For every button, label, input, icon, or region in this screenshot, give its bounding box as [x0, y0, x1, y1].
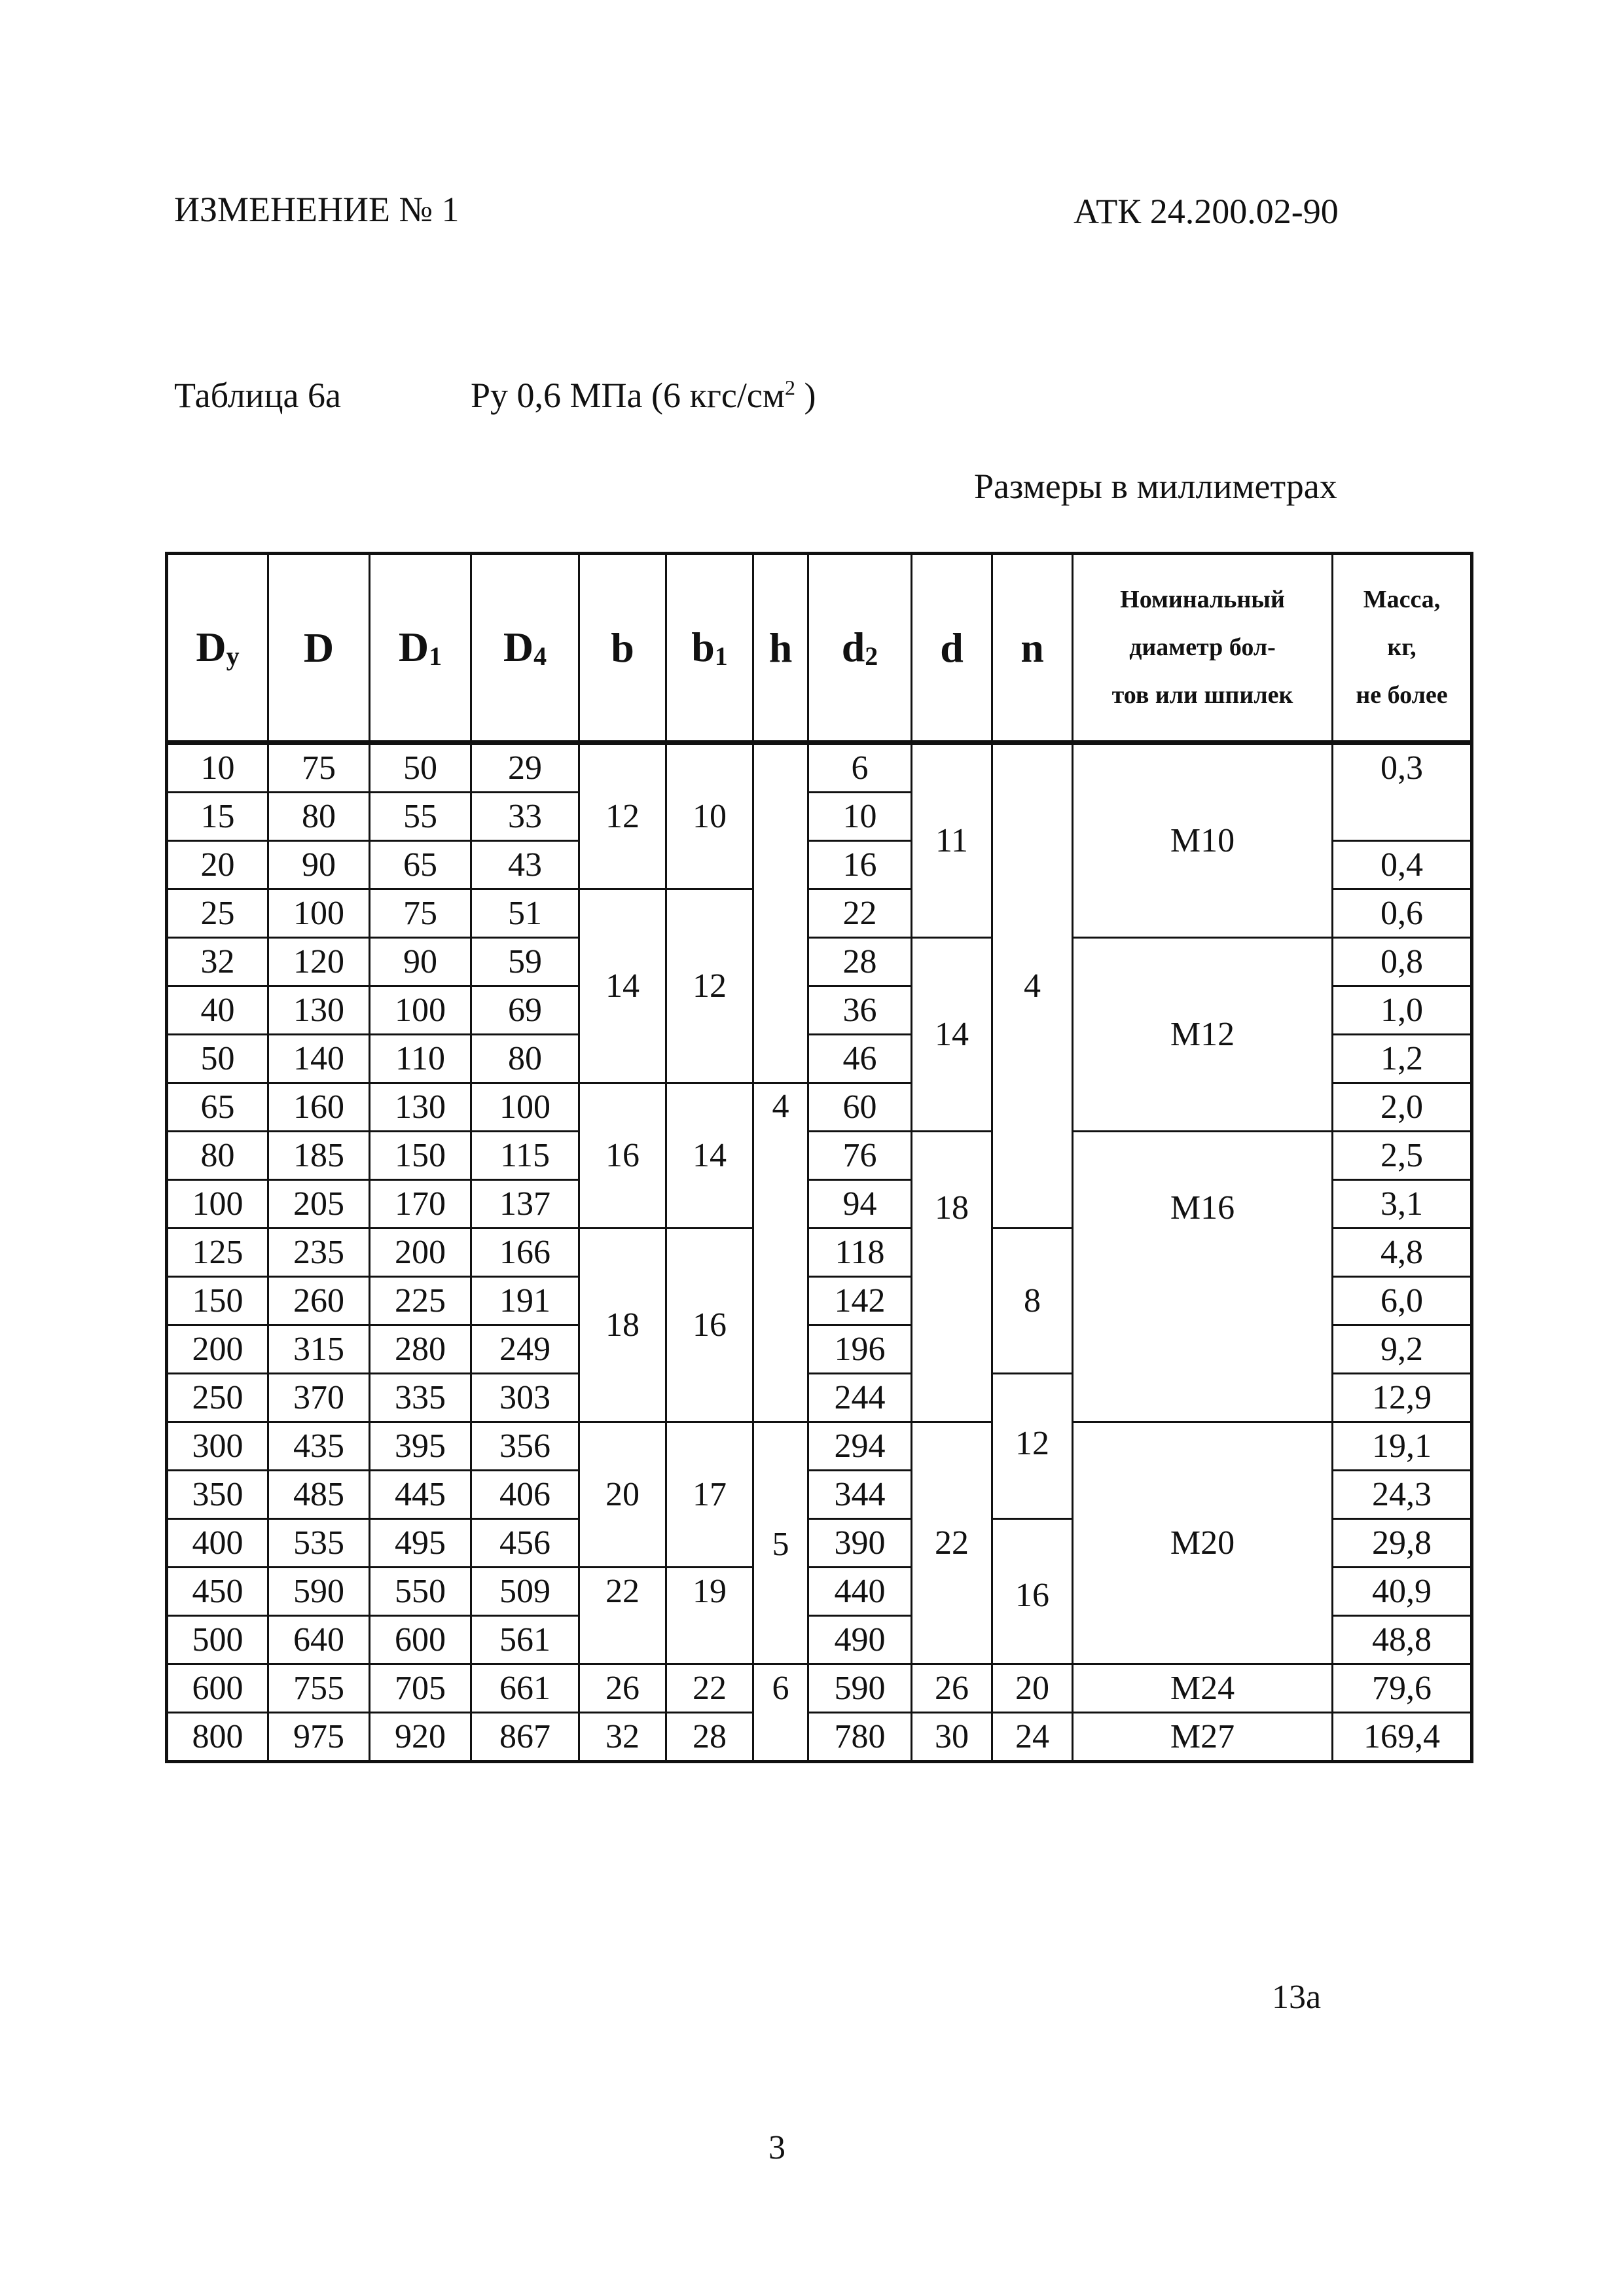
- d4-cell: 80: [471, 1035, 579, 1083]
- d4-cell: 456: [471, 1519, 579, 1568]
- mass-cell: 3,1: [1333, 1180, 1472, 1229]
- bolt-cell: М27: [1073, 1713, 1333, 1762]
- d2-cell: 142: [808, 1277, 912, 1325]
- mass-cell: 12,9: [1333, 1374, 1472, 1422]
- d1-cell: 600: [370, 1616, 471, 1664]
- d-outer-cell: 80: [268, 793, 370, 841]
- flange-dimensions-table: [165, 552, 1473, 1763]
- d2-cell: 390: [808, 1519, 912, 1568]
- d-outer-cell: 160: [268, 1083, 370, 1132]
- d-outer-cell: 590: [268, 1568, 370, 1616]
- n-cell: 8: [992, 1229, 1073, 1374]
- dy-cell: 80: [167, 1132, 268, 1180]
- bolt-cell: М12: [1073, 938, 1333, 1132]
- d2-cell: 196: [808, 1325, 912, 1374]
- d2-cell: 28: [808, 938, 912, 986]
- mass-cell: 40,9: [1333, 1568, 1472, 1616]
- col-d4-header: $D_4$: [471, 554, 579, 743]
- d1-cell: 110: [370, 1035, 471, 1083]
- d4-cell: 59: [471, 938, 579, 986]
- col-d-hole-header: d: [912, 554, 992, 743]
- mass-cell: 0,8: [1333, 938, 1472, 986]
- d-outer-cell: 75: [268, 743, 370, 793]
- d1-cell: 150: [370, 1132, 471, 1180]
- b-cell: 32: [579, 1713, 666, 1762]
- d-outer-cell: 130: [268, 986, 370, 1035]
- d2-cell: 10: [808, 793, 912, 841]
- d-hole-cell: 18: [912, 1132, 992, 1422]
- bolt-cell: М10: [1073, 743, 1333, 938]
- dy-cell: 40: [167, 986, 268, 1035]
- b-cell: 18: [579, 1229, 666, 1422]
- table-row: [167, 743, 1472, 793]
- d1-cell: 225: [370, 1277, 471, 1325]
- d4-cell: 137: [471, 1180, 579, 1229]
- d1-cell: 130: [370, 1083, 471, 1132]
- mass-cell: 2,0: [1333, 1083, 1472, 1132]
- d1-cell: 705: [370, 1664, 471, 1713]
- col-d-outer-header: D: [268, 554, 370, 743]
- d-hole-cell: 30: [912, 1713, 992, 1762]
- mass-cell: 169,4: [1333, 1713, 1472, 1762]
- table-row: [167, 1422, 1472, 1471]
- page-folio: 13а: [1272, 1979, 1322, 2016]
- d1-cell: 65: [370, 841, 471, 889]
- d1-cell: 920: [370, 1713, 471, 1762]
- d4-cell: 166: [471, 1229, 579, 1277]
- h-cell-empty: [753, 743, 808, 1083]
- b-cell: 20: [579, 1422, 666, 1568]
- dy-cell: 20: [167, 841, 268, 889]
- dy-cell: 200: [167, 1325, 268, 1374]
- d4-cell: 100: [471, 1083, 579, 1132]
- d4-cell: 51: [471, 889, 579, 938]
- col-bolt-header: Номинальный диаметр бол- тов или шпилек: [1073, 554, 1333, 743]
- b1-cell: 22: [666, 1664, 753, 1713]
- table-row: [167, 938, 1472, 986]
- col-dy-header: $D_y$: [167, 554, 268, 743]
- d4-cell: 303: [471, 1374, 579, 1422]
- d1-cell: 395: [370, 1422, 471, 1471]
- page-number: 3: [768, 2129, 785, 2166]
- b-cell: 12: [579, 743, 666, 889]
- h-cell: 5: [753, 1422, 808, 1664]
- mass-cell: 6,0: [1333, 1277, 1472, 1325]
- d2-cell: 6: [808, 743, 912, 793]
- mass-cell: 1,0: [1333, 986, 1472, 1035]
- d1-cell: 550: [370, 1568, 471, 1616]
- mass-cell: 24,3: [1333, 1471, 1472, 1519]
- b1-cell: 17: [666, 1422, 753, 1568]
- dy-cell: 300: [167, 1422, 268, 1471]
- d2-cell: 76: [808, 1132, 912, 1180]
- bolt-cell: М24: [1073, 1664, 1333, 1713]
- d-outer-cell: 140: [268, 1035, 370, 1083]
- d2-cell: 490: [808, 1616, 912, 1664]
- d2-cell: 780: [808, 1713, 912, 1762]
- n-cell: 16: [992, 1519, 1073, 1664]
- d1-cell: 495: [370, 1519, 471, 1568]
- n-cell: 24: [992, 1713, 1073, 1762]
- dy-cell: 250: [167, 1374, 268, 1422]
- d1-cell: 90: [370, 938, 471, 986]
- table-row: [167, 1713, 1472, 1762]
- d1-cell: 100: [370, 986, 471, 1035]
- dy-cell: 15: [167, 793, 268, 841]
- col-n-header: n: [992, 554, 1073, 743]
- mass-cell: 9,2: [1333, 1325, 1472, 1374]
- d-outer-cell: 485: [268, 1471, 370, 1519]
- dy-cell: 25: [167, 889, 268, 938]
- d2-cell: 118: [808, 1229, 912, 1277]
- b-cell: 26: [579, 1664, 666, 1713]
- dy-cell: 10: [167, 743, 268, 793]
- d4-cell: 43: [471, 841, 579, 889]
- d1-cell: 200: [370, 1229, 471, 1277]
- change-title: ИЗМЕНЕНИЕ № 1: [174, 190, 460, 229]
- d-hole-cell: 22: [912, 1422, 992, 1664]
- bolt-cell: М16: [1073, 1132, 1333, 1422]
- mass-cell: 0,3: [1333, 743, 1472, 841]
- d-outer-cell: 315: [268, 1325, 370, 1374]
- d-outer-cell: 100: [268, 889, 370, 938]
- d1-cell: 55: [370, 793, 471, 841]
- d2-cell: 590: [808, 1664, 912, 1713]
- d-outer-cell: 120: [268, 938, 370, 986]
- d-outer-cell: 370: [268, 1374, 370, 1422]
- d-outer-cell: 640: [268, 1616, 370, 1664]
- mass-cell: 19,1: [1333, 1422, 1472, 1471]
- d1-cell: 170: [370, 1180, 471, 1229]
- document-code: АТК 24.200.02-90: [1074, 192, 1339, 231]
- mass-cell: 2,5: [1333, 1132, 1472, 1180]
- d1-cell: 280: [370, 1325, 471, 1374]
- d2-cell: 16: [808, 841, 912, 889]
- d4-cell: 356: [471, 1422, 579, 1471]
- mass-cell: 4,8: [1333, 1229, 1472, 1277]
- col-mass-header: Масса, кг, не более: [1333, 554, 1472, 743]
- b-cell: 14: [579, 889, 666, 1083]
- mass-cell: 0,4: [1333, 841, 1472, 889]
- d2-cell: 94: [808, 1180, 912, 1229]
- n-cell: 4: [992, 743, 1073, 1229]
- d2-cell: 440: [808, 1568, 912, 1616]
- d1-cell: 335: [370, 1374, 471, 1422]
- d-hole-cell: 14: [912, 938, 992, 1132]
- d2-cell: 60: [808, 1083, 912, 1132]
- header-row: [167, 554, 1472, 743]
- pressure-rating: Ру 0,6 МПа (6 кгс/$см^2$ ): [471, 376, 816, 415]
- dy-cell: 800: [167, 1713, 268, 1762]
- dy-cell: 400: [167, 1519, 268, 1568]
- d1-cell: 75: [370, 889, 471, 938]
- b-cell: 16: [579, 1083, 666, 1229]
- col-d2-header: $d_2$: [808, 554, 912, 743]
- table-row: [167, 1132, 1472, 1180]
- mass-cell: 79,6: [1333, 1664, 1472, 1713]
- d4-cell: 249: [471, 1325, 579, 1374]
- d4-cell: 115: [471, 1132, 579, 1180]
- dy-cell: 350: [167, 1471, 268, 1519]
- dy-cell: 100: [167, 1180, 268, 1229]
- dy-cell: 450: [167, 1568, 268, 1616]
- bolt-cell: М20: [1073, 1422, 1333, 1664]
- d4-cell: 69: [471, 986, 579, 1035]
- d1-cell: 445: [370, 1471, 471, 1519]
- d4-cell: 29: [471, 743, 579, 793]
- d-outer-cell: 260: [268, 1277, 370, 1325]
- d-outer-cell: 975: [268, 1713, 370, 1762]
- mass-cell: 0,6: [1333, 889, 1472, 938]
- mass-cell: 29,8: [1333, 1519, 1472, 1568]
- dy-cell: 600: [167, 1664, 268, 1713]
- mass-cell: 48,8: [1333, 1616, 1472, 1664]
- d4-cell: 406: [471, 1471, 579, 1519]
- h-cell: 6: [753, 1664, 808, 1762]
- b1-cell: 28: [666, 1713, 753, 1762]
- b1-cell: 12: [666, 889, 753, 1083]
- h-cell: 4: [753, 1083, 808, 1422]
- d-outer-cell: 435: [268, 1422, 370, 1471]
- dy-cell: 500: [167, 1616, 268, 1664]
- b-cell: 22: [579, 1568, 666, 1664]
- d4-cell: 191: [471, 1277, 579, 1325]
- d-outer-cell: 185: [268, 1132, 370, 1180]
- dy-cell: 125: [167, 1229, 268, 1277]
- d4-cell: 509: [471, 1568, 579, 1616]
- d2-cell: 36: [808, 986, 912, 1035]
- n-cell: 12: [992, 1374, 1073, 1519]
- d-outer-cell: 235: [268, 1229, 370, 1277]
- d2-cell: 294: [808, 1422, 912, 1471]
- col-b-header: b: [579, 554, 666, 743]
- d2-cell: 244: [808, 1374, 912, 1422]
- d2-cell: 22: [808, 889, 912, 938]
- table-label: Таблица 6а: [174, 376, 341, 415]
- d4-cell: 33: [471, 793, 579, 841]
- d-hole-cell: 11: [912, 743, 992, 938]
- dy-cell: 50: [167, 1035, 268, 1083]
- d4-cell: 867: [471, 1713, 579, 1762]
- units-note: Размеры в миллиметрах: [974, 467, 1337, 506]
- table-row: [167, 1664, 1472, 1713]
- d2-cell: 344: [808, 1471, 912, 1519]
- b1-cell: 19: [666, 1568, 753, 1664]
- col-h-header: h: [753, 554, 808, 743]
- d4-cell: 661: [471, 1664, 579, 1713]
- d-outer-cell: 535: [268, 1519, 370, 1568]
- mass-cell: 1,2: [1333, 1035, 1472, 1083]
- d-hole-cell: 26: [912, 1664, 992, 1713]
- d2-cell: 46: [808, 1035, 912, 1083]
- d-outer-cell: 205: [268, 1180, 370, 1229]
- b1-cell: 14: [666, 1083, 753, 1229]
- dy-cell: 32: [167, 938, 268, 986]
- col-b1-header: $b_1$: [666, 554, 753, 743]
- d-outer-cell: 90: [268, 841, 370, 889]
- col-d1-header: $D_1$: [370, 554, 471, 743]
- d1-cell: 50: [370, 743, 471, 793]
- n-cell: 20: [992, 1664, 1073, 1713]
- d4-cell: 561: [471, 1616, 579, 1664]
- b1-cell: 16: [666, 1229, 753, 1422]
- b1-cell: 10: [666, 743, 753, 889]
- d-outer-cell: 755: [268, 1664, 370, 1713]
- dy-cell: 150: [167, 1277, 268, 1325]
- dy-cell: 65: [167, 1083, 268, 1132]
